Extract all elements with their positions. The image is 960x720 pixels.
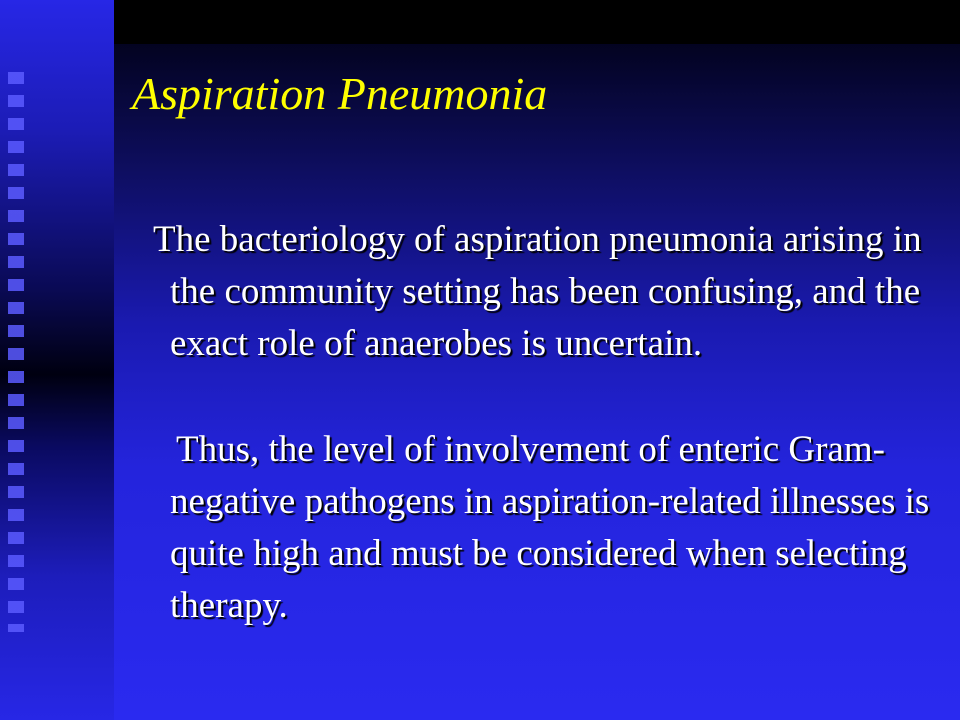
body-paragraph-2: Thus, the level of involvement of enteric Gram-negative pathogens in aspiration-related illnesses is quite high and must be considered when selecting therapy. [170,429,930,626]
body-paragraph-1: The bacteriology of aspiration pneumonia arising in the community setting has been confusing, and the exact role of anaerobes is uncertain. [153,219,922,364]
top-dark-band [114,0,960,44]
slide-title: Aspiration Pneumonia [132,68,548,119]
decorative-square-strip [8,72,24,632]
decorative-sidebar [0,0,114,720]
